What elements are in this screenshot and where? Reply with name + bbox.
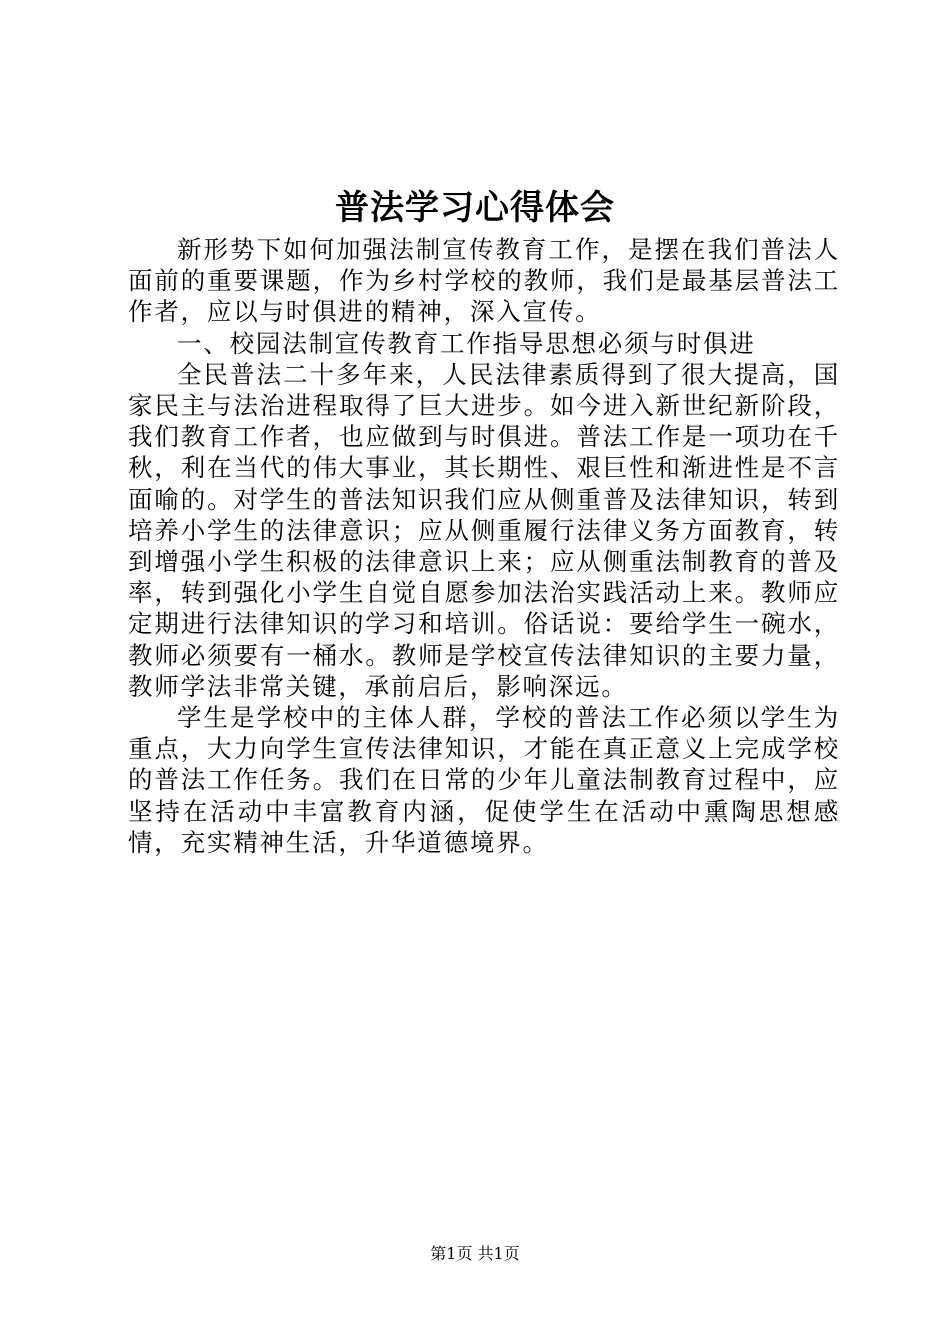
document-body [128,234,840,858]
document-title: 普法学习心得体会 [335,188,615,228]
page-footer: 第1页 共1页 [430,1244,520,1263]
paragraph-section-1: 全民普法二十多年来，人民法律素质得到了很大提高，国家民主与法治进程取得了巨大进步。如今进入新世纪新阶段，我们教育工作者，也应做到与时俱进。普法工作是一项功在千秋，利在当代的伟大事业，其长期性、艰巨性和渐进性是不言面喻的。对学生的普法知识我们应从侧重普及法律知识，转到培养小学生的法律意识；应从侧重履行法律义务方面教育，转到增强小学生积极的法律意识上来；应从侧重法制教育的普及率，转到强化小学生自觉自愿参加法治实践活动上来。教师应定期进行法律知识的学习和培训。俗话说：要给学生一碗水，教师必须要有一桶水。教师是学校宣传法律知识的主要力量，教师学法非常关键，承前启后，影响深远。 [128,359,840,701]
section-heading-1: 一、校园法制宣传教育工作指导思想必须与时俱进 [177,328,756,358]
paragraph-intro: 新形势下如何加强法制宣传教育工作，是摆在我们普法人面前的重要课题，作为乡村学校的教师，我们是最基层普法工作者，应以与时俱进的精神，深入宣传。 [128,235,840,327]
paragraph-students: 学生是学校中的主体人群，学校的普法工作必须以学生为重点，大力向学生宣传法律知识，才能在真正意义上完成学校的普法工作任务。我们在日常的少年儿童法制教育过程中，应坚持在活动中丰富教育内涵，促使学生在活动中熏陶思想感情，充实精神生活，升华道德境界。 [128,703,840,857]
